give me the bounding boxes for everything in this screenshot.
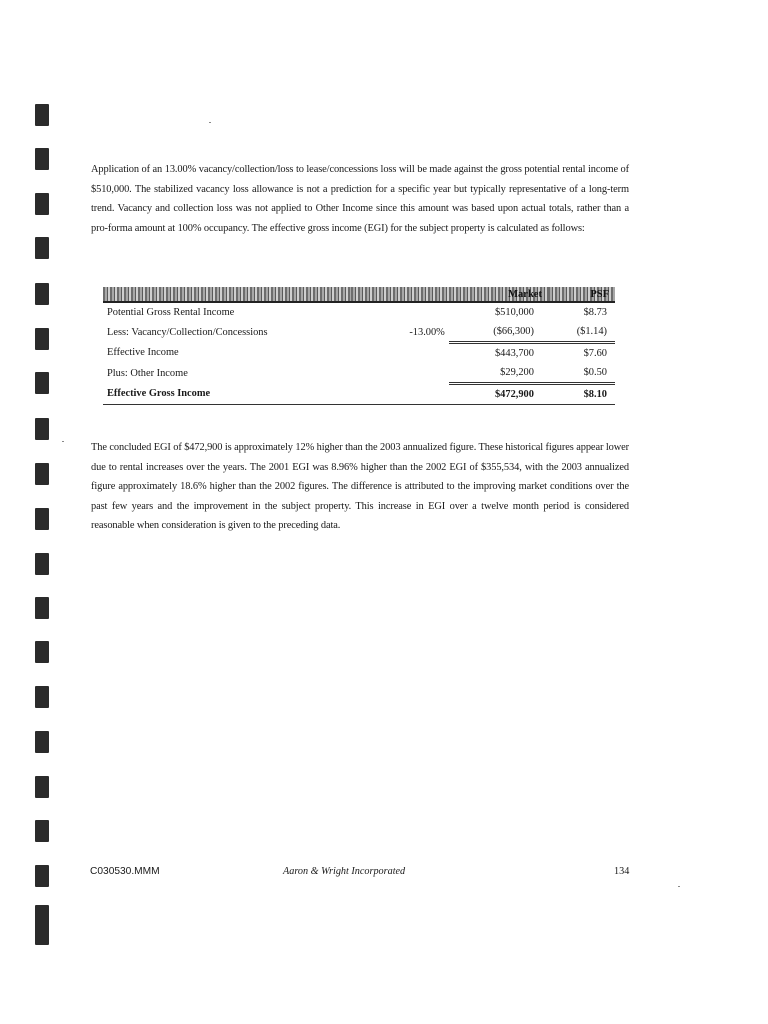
egi-table: [103, 287, 615, 405]
binding-hole: [35, 820, 49, 842]
binding-hole: [35, 686, 49, 708]
table-row: [103, 322, 615, 343]
row-label: Effective Income: [107, 347, 179, 359]
row-psf: $0.50: [548, 363, 615, 384]
table-row: [103, 343, 615, 364]
binding-hole: [35, 372, 49, 394]
conclusion-paragraph: The concluded EGI of $472,900 is approximately 12% higher than the 2003 annualized figure. These historical figures appear lower due to rental increases over the years. The 2001 EGI was 8.96% higher than the 2002 EGI of $355,534, with the 2003 annualized figure approximately 18.6% higher than the 2002 figures. The difference is attributed to the improving market conditions over the past few years and the improvement in the subject property. This increase in EGI over a twelve month period is considered reasonable when consideration is given to the preceding data.: [91, 442, 629, 532]
table-row-total: [103, 384, 615, 405]
row-market: ($66,300): [449, 322, 548, 343]
row-market: $443,700: [494, 348, 534, 359]
binding-hole: [35, 776, 49, 798]
row-psf: $7.60: [583, 348, 607, 359]
row-pct: [351, 343, 448, 364]
binding-hole: [35, 508, 49, 530]
binding-hole: [35, 865, 49, 887]
row-pct: [351, 302, 448, 322]
row-psf: ($1.14): [548, 322, 615, 343]
binding-hole: [35, 553, 49, 575]
column-header-label: [103, 287, 351, 302]
page-number: 134: [614, 866, 630, 877]
table-header-row: [103, 287, 615, 302]
column-header-pct: [351, 287, 448, 302]
binding-hole: [35, 597, 49, 619]
binding-hole: [35, 237, 49, 259]
binding-hole: [35, 104, 49, 126]
row-psf: $8.10: [548, 384, 615, 405]
footer-company: Aaron & Wright Incorporated: [283, 866, 406, 877]
column-header-psf: PSF: [548, 287, 615, 302]
row-pct: -13.00%: [409, 326, 445, 338]
column-header-market: Market: [449, 287, 548, 302]
row-pct: [351, 363, 448, 384]
row-label: Less: Vacancy/Collection/Concessions: [107, 326, 268, 338]
scan-speck: [62, 441, 64, 442]
footer-file-code: C030530.MMM: [90, 866, 160, 877]
row-label: Potential Gross Rental Income: [107, 307, 235, 318]
scan-speck: [678, 886, 680, 887]
row-label: Plus: Other Income: [107, 367, 188, 379]
row-label: Effective Gross Income: [103, 384, 351, 405]
binding-hole: [35, 731, 49, 753]
row-pct: [351, 384, 448, 405]
binding-hole: [35, 641, 49, 663]
binding-hole: [35, 328, 49, 350]
intro-paragraph: Application of an 13.00% vacancy/collection/loss to lease/concessions loss will be made against the gross potential rental income of $510,000. The stabilized vacancy loss allowance is not a prediction for a specific year but typically representative of a long-term trend. Vacancy and collection loss was not applied to Other Income since this amount was based upon actual totals, rather than a pro-forma amount at 100% occupancy. The effective gross income (EGI) for the subject property is calculated as follows:: [91, 164, 629, 234]
row-psf: $8.73: [583, 307, 607, 318]
scan-speck: [209, 122, 211, 123]
binding-hole: [35, 905, 49, 945]
binding-hole: [35, 463, 49, 485]
table-row: [103, 363, 615, 384]
binding-hole: [35, 418, 49, 440]
row-market: $472,900: [449, 384, 548, 405]
binding-hole: [35, 148, 49, 170]
table-row: [103, 302, 615, 322]
binding-hole: [35, 283, 49, 305]
row-market: $29,200: [449, 363, 548, 384]
binding-hole: [35, 193, 49, 215]
row-market: $510,000: [494, 307, 534, 318]
